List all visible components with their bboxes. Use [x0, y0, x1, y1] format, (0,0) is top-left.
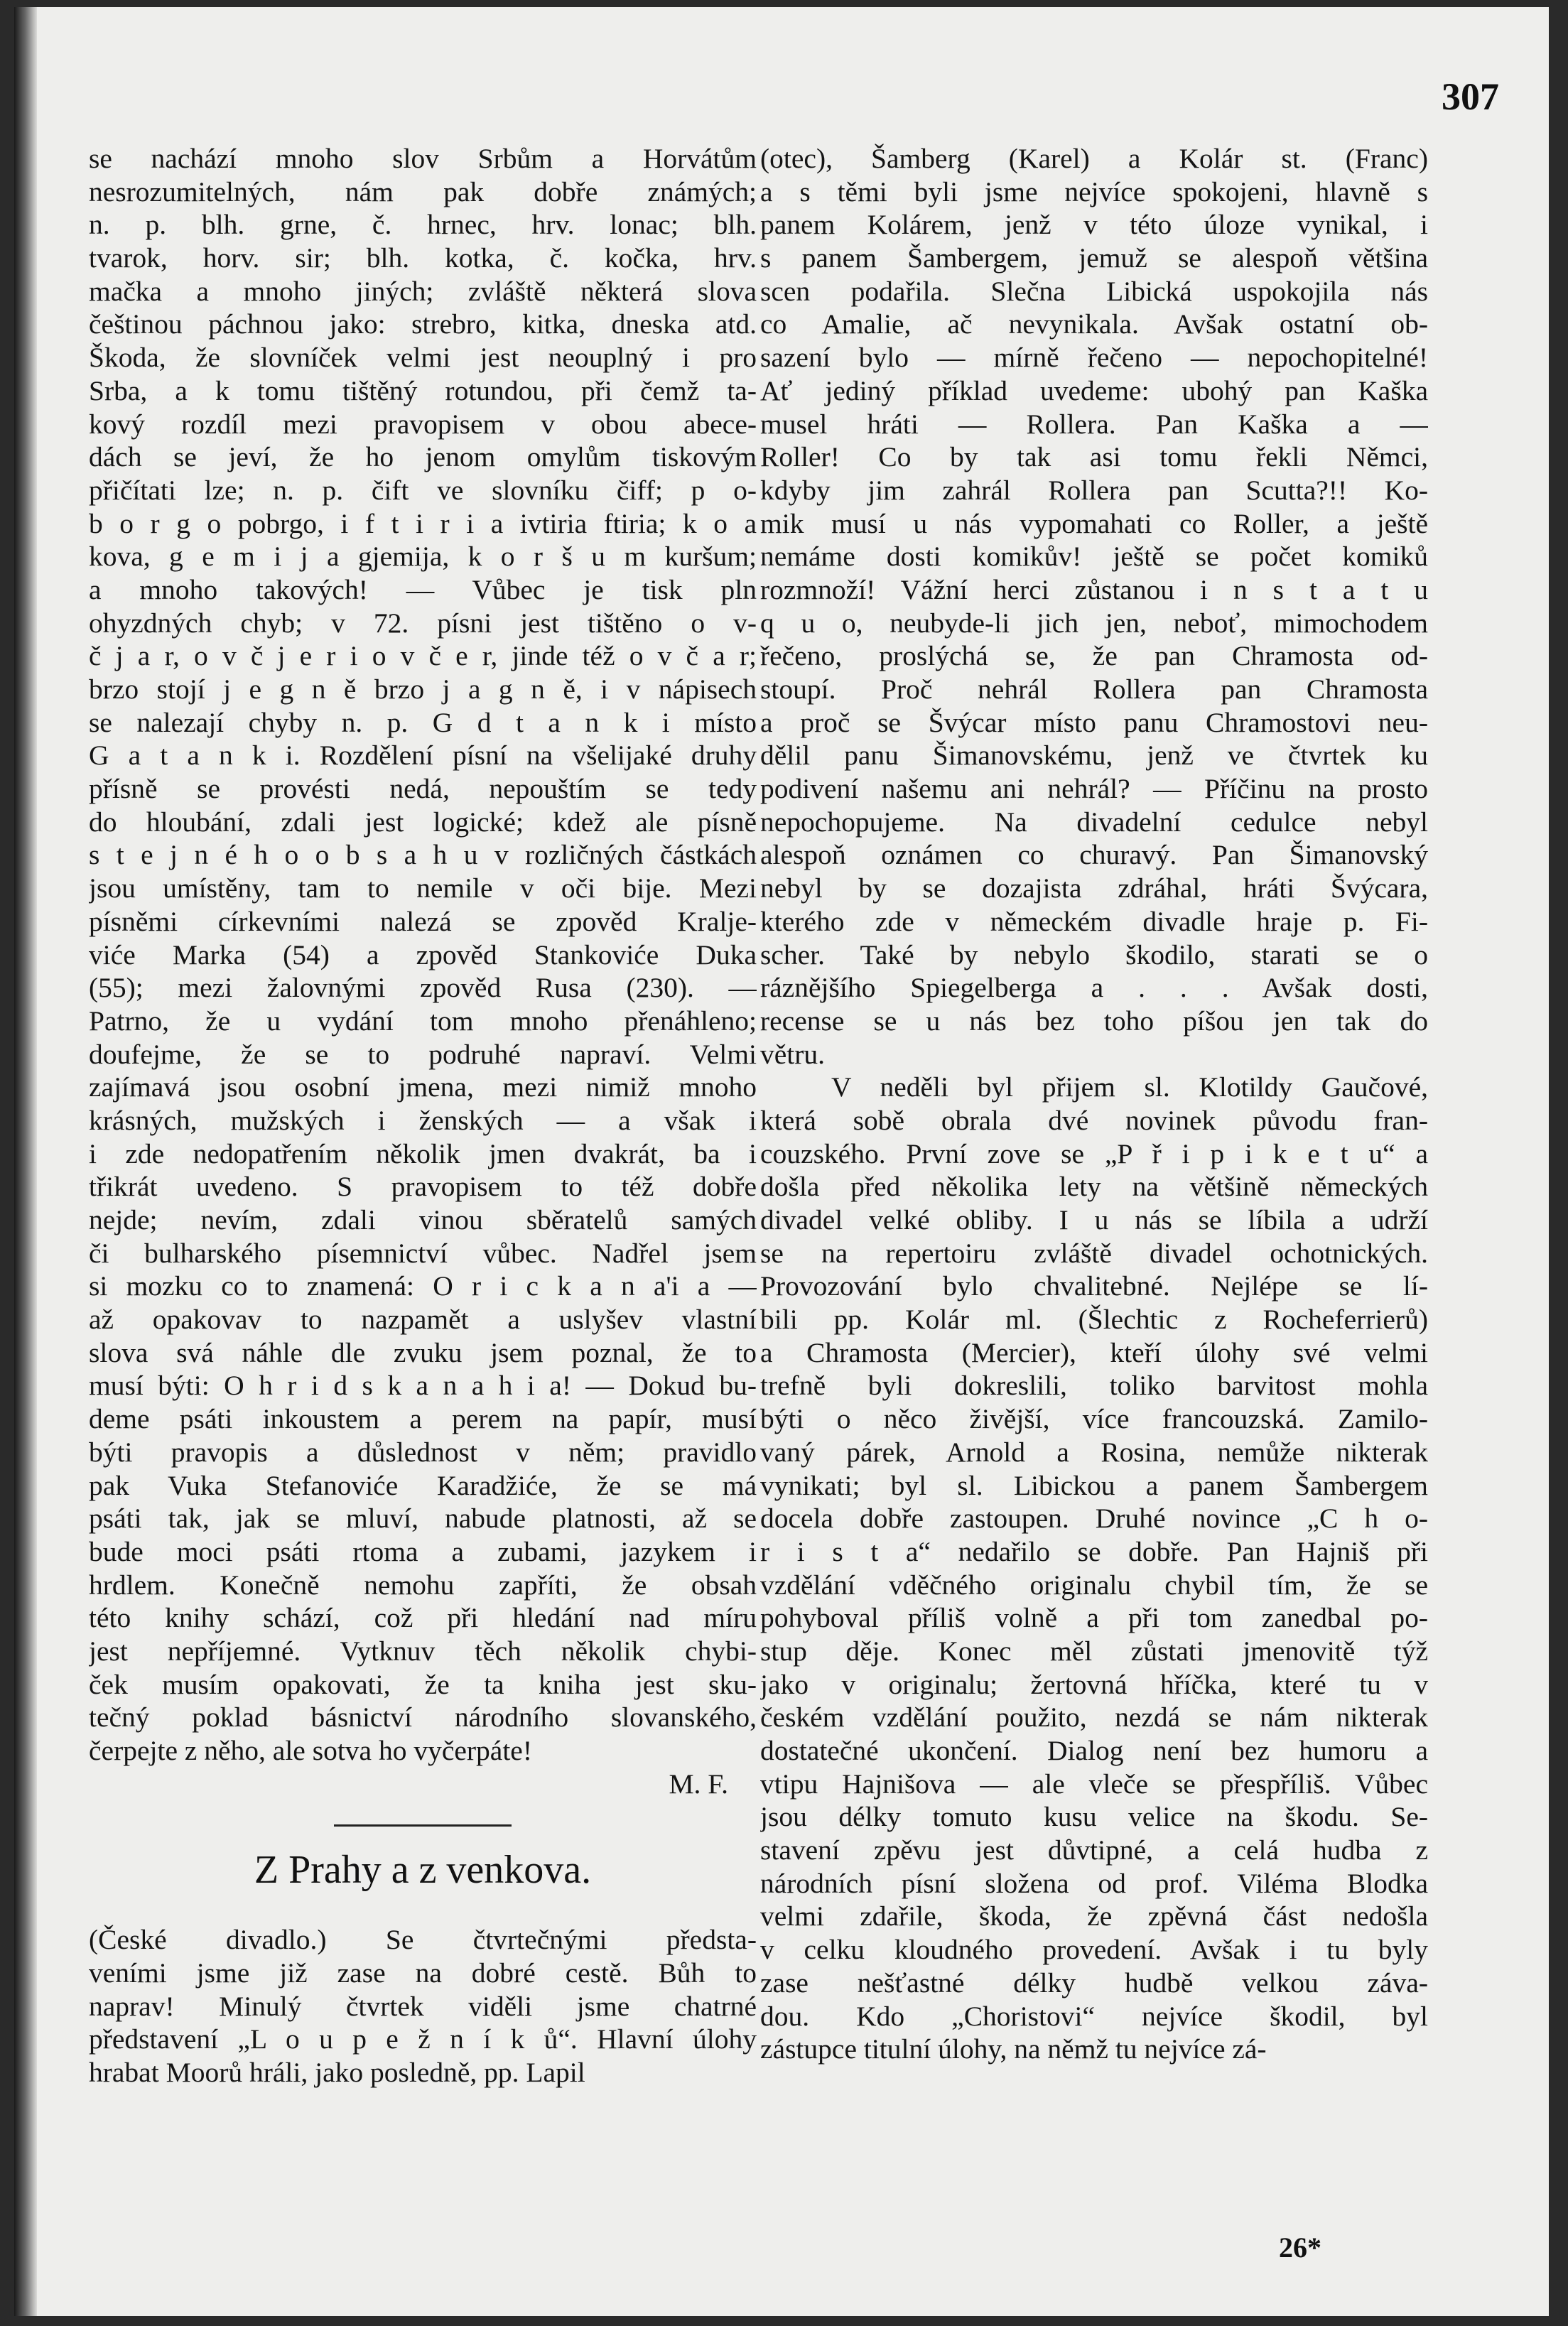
- text-line: českém vzdělání použito, nezdá se nám nikterak: [760, 1702, 1428, 1733]
- text-line: (55); mezi žalovnými zpověd Rusa (230). —: [89, 972, 757, 1004]
- text-line: alespoň oznámen co churavý. Pan Šimanovský: [760, 839, 1428, 871]
- text-line: naprav! Minulý čtvrtek viděli jsme chatrné: [89, 1990, 757, 2022]
- text-line: brzo stojí j e g n ě brzo j a g n ě, i v nápisech: [89, 674, 757, 705]
- text-line: s t e j n é h o o b s a h u v rozličných částkách: [89, 839, 757, 871]
- text-line: Patrno, že u vydání tom mnoho přenáhleno;: [89, 1005, 757, 1037]
- text-line: a proč se Švýcar místo panu Chramostovi neu-: [760, 706, 1428, 738]
- text-line: stavení zpěvu jest důvtipné, a celá hudba z: [760, 1834, 1428, 1866]
- text-line: doufejme, že se to podruhé napraví. Velmi: [89, 1038, 757, 1070]
- page-binding-edge: [14, 7, 37, 2316]
- text-line: býti pravopis a důslednost v něm; pravidlo: [89, 1436, 757, 1468]
- text-line: krásných, mužských i ženských — a však i: [89, 1104, 757, 1136]
- text-line: ráznějšího Spiegelberga a . . . Avšak dosti,: [760, 972, 1428, 1004]
- text-line: veními jsme již zase na dobré cestě. Bůh to: [89, 1957, 757, 1989]
- text-line: panem Kolárem, jenž v této úloze vynikal, i: [760, 209, 1428, 241]
- right-column-text: [760, 142, 1428, 2066]
- text-line: jsou umístěny, tam to nemile v oči bije. Mezi: [89, 872, 757, 904]
- text-line: jest nepříjemné. Vytknuv těch několik chybi-: [89, 1635, 757, 1667]
- text-line: mačka a mnoho jiných; zvláště některá slova: [89, 275, 757, 307]
- text-line: stoupí. Proč nehrál Rollera pan Chramosta: [760, 674, 1428, 705]
- text-line: Roller! Co by tak asi tomu řekli Němci,: [760, 441, 1428, 473]
- text-line: představení „L o u p e ž n í k ů“. Hlavní úlohy: [89, 2023, 757, 2055]
- text-line: či bulharského písemnictví vůbec. Nadřel jsem: [89, 1237, 757, 1269]
- text-line: ček musím opakovati, že ta kniha jest sku-: [89, 1668, 757, 1700]
- text-line: q u o, neubyde-li jich jen, neboť, mimochodem: [760, 607, 1428, 639]
- text-line: zase nešťastné délky hudbě velkou záva-: [760, 1967, 1428, 1998]
- text-line: a Chramosta (Mercier), kteří úlohy své velmi: [760, 1336, 1428, 1368]
- text-line: stup děje. Konec měl zůstati jmenovitě týž: [760, 1635, 1428, 1667]
- text-line: tečný poklad básnictví národního slovanského,: [89, 1702, 757, 1733]
- text-line: a s těmi byli jsme nejvíce spokojeni, hlavně s: [760, 175, 1428, 207]
- author-signature: M. F.: [669, 1768, 728, 1800]
- text-line: nepochopujeme. Na divadelní cedulce nebyl: [760, 806, 1428, 838]
- text-line: se na repertoiru zvláště divadel ochotnických.: [760, 1237, 1428, 1269]
- text-line: G a t a n k i. Rozdělení písní na všelijaké druhy: [89, 740, 757, 772]
- text-line: V neděli byl přijem sl. Klotildy Gaučové,: [831, 1071, 1428, 1103]
- text-line: bude moci psáti rtoma a zubami, jazykem i: [89, 1535, 757, 1567]
- text-line: scen podařila. Slečna Libická uspokojila nás: [760, 275, 1428, 307]
- text-line: musel hráti — Rollera. Pan Kaška a —: [760, 408, 1428, 440]
- text-line: scher. Také by nebylo škodilo, starati se o: [760, 938, 1428, 970]
- text-line: došla před několika lety na většině německých: [760, 1171, 1428, 1203]
- text-line: sazení bylo — mírně řečeno — nepochopitelné!: [760, 342, 1428, 374]
- text-line: jsou délky tomuto kusu velice na škodu. Se-: [760, 1801, 1428, 1833]
- text-line: písněmi církevními nalezá se zpověd Kralje-: [89, 905, 757, 937]
- text-line: nejde; nevím, zdali vinou sběratelů samých: [89, 1204, 757, 1235]
- text-line: dách se jeví, že ho jenom omylům tiskovým: [89, 441, 757, 473]
- text-line: vaný párek, Arnold a Rosina, nemůže nikterak: [760, 1436, 1428, 1468]
- text-line: hrabat Moorů hráli, jako posledně, pp. Lapil: [89, 2057, 585, 2089]
- text-line: pak Vuka Stefanoviće Karadžiće, že se má: [89, 1469, 757, 1501]
- text-line: podivení našemu ani nehrál? — Příčinu na prosto: [760, 773, 1428, 805]
- text-line: tvarok, horv. sir; blh. kotka, č. kočka, hrv.: [89, 242, 757, 274]
- text-line: vtipu Hajnišova — ale vleče se přespříliš. Vůbec: [760, 1768, 1428, 1800]
- text-line: rozmnoží! Vážní herci zůstanou i n s t a t u: [760, 573, 1428, 605]
- text-line: n. p. blh. grne, č. hrnec, hrv. lonac; blh.: [89, 209, 757, 241]
- text-line: mik musí u nás vypomahati co Roller, a ještě: [760, 507, 1428, 539]
- text-line: přísně se provésti nedá, nepouštím se tedy: [89, 773, 757, 805]
- text-line: pohyboval příliš volně a při tom zanedbal po-: [760, 1602, 1428, 1634]
- text-line: třikrát uvedeno. S pravopisem to též dobře: [89, 1171, 757, 1203]
- text-line: b o r g o pobrgo, i f t i r i a ivtiria ftiria; k o a: [89, 507, 757, 539]
- text-line: co Amalie, ač nevynikala. Avšak ostatní ob-: [760, 308, 1428, 340]
- text-line: s panem Šambergem, jemuž se alespoň většina: [760, 242, 1428, 274]
- text-line: divadel velké obliby. I u nás se líbila a udrží: [760, 1204, 1428, 1235]
- left-column: [89, 142, 757, 2089]
- text-line: si mozku co to znamená: O r i c k a n a'i a —: [89, 1270, 757, 1302]
- text-line: zajímavá jsou osobní jmena, mezi nimiž mnoho: [89, 1071, 757, 1103]
- text-line: dostatečné ukončení. Dialog není bez humoru a: [760, 1735, 1428, 1766]
- text-line: Srba, a k tomu tištěný rotundou, při čemž ta-: [89, 374, 757, 406]
- text-line: této knihy schází, což při hledání nad míru: [89, 1602, 757, 1634]
- text-line: psáti tak, jak se mluví, nabude platnosti, až se: [89, 1503, 757, 1535]
- text-line: (České divadlo.) Se čtvrtečnými předsta-: [89, 1924, 757, 1956]
- text-line: kový rozdíl mezi pravopisem v obou abece-: [89, 408, 757, 440]
- text-line: kdyby jim zahrál Rollera pan Scutta?!! Ko-: [760, 474, 1428, 506]
- text-line: trefně byli dokreslili, toliko barvitost mohla: [760, 1370, 1428, 1402]
- text-line: slova svá náhle dle zvuku jsem poznal, že to: [89, 1336, 757, 1368]
- text-line: (otec), Šamberg (Karel) a Kolár st. (Franc): [760, 143, 1428, 174]
- text-line: v celku kloudného provedení. Avšak i tu byly: [760, 1934, 1428, 1966]
- text-line: až opakovav to nazpamět a uslyšev vlastní: [89, 1304, 757, 1336]
- text-line: přičítati lze; n. p. čift ve slovníku čiff; p o-: [89, 474, 757, 506]
- text-line: jako v originalu; žertovná hříčka, které tu v: [760, 1668, 1428, 1700]
- text-line: kterého zde v německém divadle hraje p. Fi-: [760, 905, 1428, 937]
- text-line: zástupce titulní úlohy, na němž tu nejvíce zá-: [760, 2033, 1267, 2065]
- text-line: hrdlem. Konečně nemohu zapříti, že obsah: [89, 1569, 757, 1601]
- text-line: se nalezají chyby n. p. G d t a n k i místo: [89, 706, 757, 738]
- text-line: r i s t a“ nedařilo se dobře. Pan Hajniš při: [760, 1535, 1428, 1567]
- text-line: a mnoho takových! — Vůbec je tisk pln: [89, 573, 757, 605]
- text-line: býti o něco živější, více francouzská. Zamilo-: [760, 1403, 1428, 1435]
- text-line: vzdělání vděčného originalu chybil tím, že se: [760, 1569, 1428, 1601]
- text-line: nebyl by se dozajista zdráhal, hráti Švýcara,: [760, 872, 1428, 904]
- text-line: ohyzdných chyb; v 72. písni jest tištěno o v-: [89, 607, 757, 639]
- text-line: kova, g e m i j a gjemija, k o r š u m kuršum;: [89, 541, 757, 573]
- text-line: řečeno, proslýchá se, že pan Chramosta od-: [760, 640, 1428, 672]
- text-line: vynikati; byl sl. Libickou a panem Šambergem: [760, 1469, 1428, 1501]
- text-line: i zde nedopatřením několik jmen dvakrát, ba i: [89, 1137, 757, 1169]
- left-column-text: [89, 142, 757, 1768]
- text-line: couzského. První zove se „P ř i p i k e t u“ a: [760, 1137, 1428, 1169]
- text-line: čerpejte z něho, ale sotva ho vyčerpáte!: [89, 1735, 532, 1766]
- text-line: nemáme dosti komikův! ještě se počet komiků: [760, 541, 1428, 573]
- text-line: národních písní složena od prof. Viléma Blodka: [760, 1867, 1428, 1899]
- right-column: [760, 142, 1428, 2066]
- text-line: recense se u nás bez toho píšou jen tak do: [760, 1005, 1428, 1037]
- section-text: [89, 1923, 757, 2089]
- text-line: docela dobře zastoupen. Druhé novince „C h o-: [760, 1503, 1428, 1535]
- text-line: Ať jediný příklad uvedeme: ubohý pan Kaška: [760, 374, 1428, 406]
- text-line: dou. Kdo „Choristovi“ nejvíce škodil, byl: [760, 2000, 1428, 2032]
- text-line: č j a r, o v č j e r i o v č e r, jinde též o v č a r;: [89, 640, 757, 672]
- text-line: větru.: [760, 1038, 826, 1070]
- text-line: nesrozumitelných, nám pak dobře známých;: [89, 175, 757, 207]
- text-line: se nachází mnoho slov Srbům a Horvátům: [89, 143, 757, 174]
- text-line: Škoda, že slovníček velmi jest neouplný i pro: [89, 342, 757, 374]
- text-line: do hloubání, zdali jest logické; kdež ale písně: [89, 806, 757, 838]
- section-divider: [334, 1824, 512, 1827]
- printer-signature-mark: 26*: [1279, 2232, 1321, 2263]
- text-line: viće Marka (54) a zpověd Stankoviće Duka: [89, 938, 757, 970]
- text-line: dělil panu Šimanovskému, jenž ve čtvrtek ku: [760, 740, 1428, 772]
- text-line: která sobě obrala dvé novinek původu fran-: [760, 1104, 1428, 1136]
- page-number: 307: [1442, 75, 1499, 118]
- section-title: Z Prahy a z venkova.: [254, 1848, 592, 1893]
- text-line: Provozování bylo chvalitebné. Nejlépe se lí-: [760, 1270, 1428, 1302]
- text-line: deme psáti inkoustem a perem na papír, musí: [89, 1403, 757, 1435]
- text-line: velmi zdařile, škoda, že zpěvná část nedošla: [760, 1900, 1428, 1932]
- scanned-page: [14, 7, 1549, 2316]
- text-line: češtinou páchnou jako: strebro, kitka, dneska atd.: [89, 308, 757, 340]
- text-line: musí býti: O h r i d s k a n a h i a! — Dokud bu-: [89, 1370, 757, 1402]
- text-line: bili pp. Kolár ml. (Šlechtic z Rocheferrierů): [760, 1304, 1428, 1336]
